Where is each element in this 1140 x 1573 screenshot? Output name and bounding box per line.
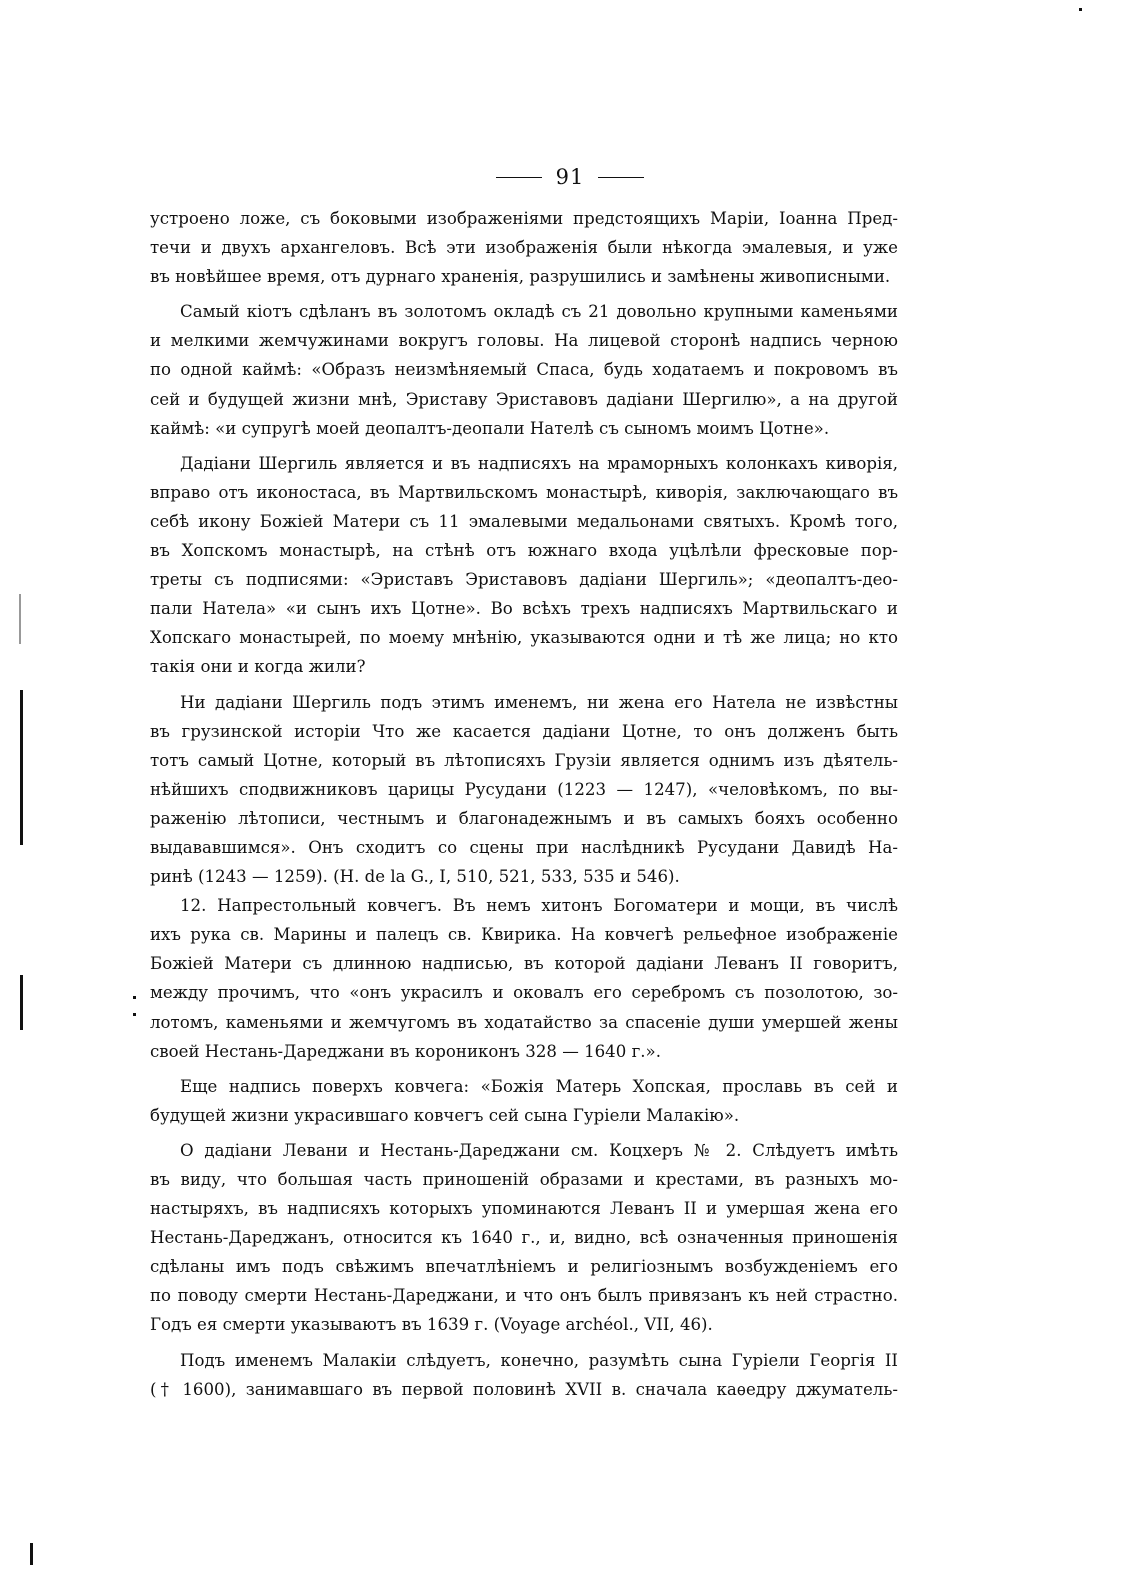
text-line: ринѣ (1243 — 1259). (H. de la G., I, 510, 521, 533, 535 и 546).	[150, 867, 680, 887]
text-line: между прочимъ, что «онъ украсилъ и оковалъ его серебромъ съ позолотою, зо-	[150, 983, 898, 1003]
text-line: нѣйшихъ сподвижниковъ царицы Русудани (1223 — 1247), «человѣкомъ, по вы-	[150, 779, 898, 799]
text-line: сей и будущей жизни мнѣ, Эриставу Эриставовъ дадіани Шергилю», а на другой	[150, 389, 898, 409]
text-line: 12. Напрестольный ковчегъ. Въ немъ хитонъ Богоматери и мощи, въ числѣ	[180, 896, 898, 916]
header-rule-left	[496, 177, 542, 178]
text-line: своей Нестань-Дареджани въ корониконъ 328 — 1640 г.».	[150, 1041, 661, 1061]
text-line: такія они и когда жили?	[150, 657, 366, 677]
text-line: въ Хопскомъ монастырѣ, на стѣнѣ отъ южнаго входа уцѣлѣли фресковые пор-	[150, 541, 898, 561]
header-rule-right	[598, 177, 644, 178]
text-line: пали Натела» «и сынъ ихъ Цотне». Во всѣхъ трехъ надписяхъ Мартвильскаго и	[150, 599, 898, 619]
scan-artifact-line	[20, 690, 23, 845]
text-line: Годъ ея смерти указываютъ въ 1639 г. (Voyage archéol., VII, 46).	[150, 1315, 713, 1335]
scan-artifact-line	[30, 1543, 33, 1565]
text-line: раженію лѣтописи, честнымъ и благонадежнымъ и въ самыхъ бояхъ особенно	[150, 808, 898, 828]
text-line: Нестань-Дареджанъ, относится къ 1640 г., и, видно, всѣ означенныя приношенія	[150, 1228, 898, 1248]
text-line: треты съ подписями: «Эриставъ Эриставовъ дадіани Шергиль»; «деопалтъ-део-	[150, 570, 898, 590]
text-line: тотъ самый Цотне, который въ лѣтописяхъ Грузіи является однимъ изъ дѣятель-	[150, 750, 898, 770]
text-line: выдававшимся». Онъ сходитъ со сцены при наслѣдникѣ Русудани Давидѣ На-	[150, 837, 898, 857]
text-line: Самый кіотъ сдѣланъ въ золотомъ окладѣ съ 21 довольно крупными каменьями	[180, 302, 898, 322]
body-text	[150, 204, 898, 1404]
text-line: Подъ именемъ Малакіи слѣдуетъ, конечно, разумѣть сына Гуріели Георгія II	[180, 1350, 898, 1370]
paragraph	[150, 891, 898, 1066]
text-line: и мелкими жемчужинами вокругъ головы. На лицевой сторонѣ надпись черною	[150, 331, 898, 351]
text-line: сдѣланы имъ подъ свѣжимъ впечатлѣніемъ и религіознымъ возбужденіемъ его	[150, 1257, 898, 1277]
text-line: лотомъ, каменьями и жемчугомъ въ ходатайство за спасеніе души умершей жены	[150, 1012, 898, 1032]
text-line: О дадіани Левани и Нестань-Дареджани см. Коцхеръ № 2. Слѣдуетъ имѣть	[180, 1140, 898, 1160]
text-line: по одной каймѣ: «Образъ неизмѣняемый Спаса, будь ходатаемъ и покровомъ въ	[150, 360, 898, 380]
scan-artifact-dot	[133, 996, 136, 999]
page-header	[0, 160, 1140, 194]
scan-artifact-dot	[1079, 8, 1082, 11]
text-line: будущей жизни украсившаго ковчегъ сей сына Гуріели Малакію».	[150, 1105, 740, 1125]
text-line: въ виду, что большая часть приношеній образами и крестами, въ разныхъ мо-	[150, 1170, 898, 1189]
paragraph	[150, 1072, 898, 1130]
text-line: каймѣ: «и супругѣ моей деопалтъ-деопали Нателѣ съ сыномъ моимъ Цотне».	[150, 418, 830, 438]
text-line: по поводу смерти Нестань-Дареджани, и что онъ былъ привязанъ къ ней страстно.	[150, 1286, 898, 1306]
text-line: вправо отъ иконостаса, въ Мартвильскомъ монастырѣ, киворія, заключающаго въ	[150, 482, 898, 502]
text-line: († 1600), занимавшаго въ первой половинѣ XVII в. сначала каѳедру джуматель-	[150, 1379, 898, 1399]
paragraph	[150, 449, 898, 682]
text-line: Ни дадіани Шергиль подъ этимъ именемъ, ни жена его Натела не извѣстны	[180, 692, 898, 712]
text-line: Хопскаго монастырей, по моему мнѣнію, указываются одни и тѣ же лица; но кто	[150, 628, 898, 648]
scan-artifact-line	[20, 975, 23, 1030]
text-line: Дадіани Шергиль является и въ надписяхъ на мраморныхъ колонкахъ киворія,	[180, 453, 898, 473]
text-line: Еще надпись поверхъ ковчега: «Божія Матерь Хопская, прославь въ сей и	[180, 1076, 898, 1096]
paragraph	[150, 688, 898, 892]
page-number: 91	[555, 165, 585, 189]
text-line: устроено ложе, съ боковыми изображеніями предстоящихъ Маріи, Іоанна Пред-	[150, 209, 898, 228]
scan-artifact-dot	[133, 1013, 136, 1016]
scan-artifact-line	[19, 594, 21, 644]
paragraph	[150, 1136, 898, 1340]
text-line: въ новѣйшее время, отъ дурнаго храненія, разрушились и замѣнены живописными.	[150, 267, 891, 287]
text-line: течи и двухъ архангеловъ. Всѣ эти изображенія были нѣкогда эмалевыя, и уже	[150, 238, 898, 258]
paragraph	[150, 297, 898, 442]
text-line: себѣ икону Божіей Матери съ 11 эмалевыми медальонами святыхъ. Кромѣ того,	[150, 511, 898, 531]
paragraph	[150, 1346, 898, 1404]
text-line: Божіей Матери съ длинною надписью, въ которой дадіани Леванъ II говоритъ,	[150, 954, 898, 974]
text-line: ихъ рука св. Марины и палецъ св. Квирика. На ковчегѣ рельефное изображеніе	[150, 925, 898, 945]
text-line: настыряхъ, въ надписяхъ которыхъ упоминаются Леванъ II и умершая жена его	[150, 1199, 898, 1219]
text-line: въ грузинской исторіи Что же касается дадіани Цотне, то онъ долженъ быть	[150, 721, 898, 741]
paragraph	[150, 204, 898, 291]
